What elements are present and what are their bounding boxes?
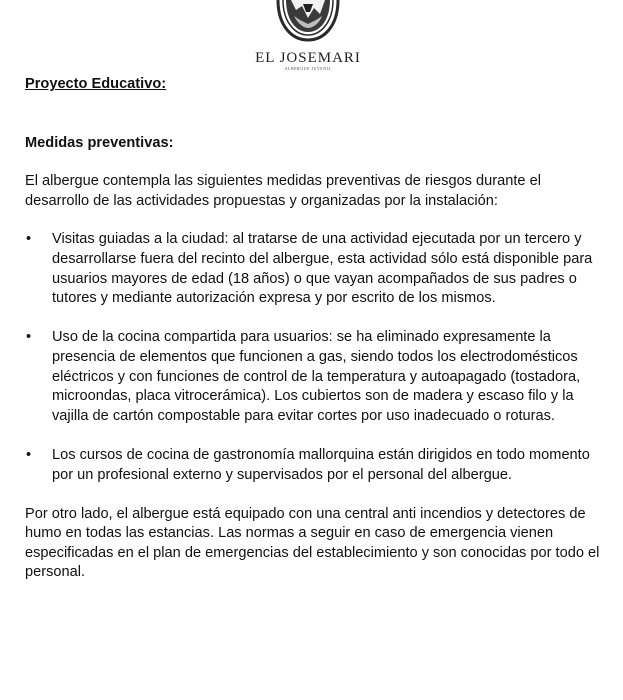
list-item-text: Los cursos de cocina de gastronomía mallorquina están dirigidos en todo momento por un profesional externo y supervisados por el personal del albergue. <box>52 446 590 483</box>
list-item <box>25 446 605 485</box>
list-item-text: Uso de la cocina compartida para usuarios: se ha eliminado expresamente la presencia de elementos que funcionen a gas, siendo todos los electrodomésticos eléctricos y con funciones de control de la temperatura y autoapagado (tostadora, microondas, placa vitrocerámica). Los cubiertos son de madera y escaso filo y la vajilla de cartón compostable para evitar cortes por uso inadecuado o roturas. <box>52 329 581 424</box>
spacer <box>25 95 605 134</box>
list-item <box>25 230 605 308</box>
spacer <box>25 211 605 230</box>
spacer <box>25 153 605 172</box>
list-item-text: Visitas guiadas a la ciudad: al tratarse de una actividad ejecutada por un tercero y desarrollarse fuera del recinto del albergue, esta actividad sólo está disponible para usuarios mayores de edad (18 años) o que vayan acompañados de sus padres o tutores y mediante autorización expresa y por escrito de los mismos. <box>52 231 593 307</box>
logo-subtitle: ALBERGUE JUVENIL <box>284 66 332 71</box>
list-item <box>25 328 605 426</box>
document-title: Proyecto Educativo: <box>25 76 167 92</box>
document-body <box>25 75 605 583</box>
logo <box>250 0 366 72</box>
bullet-icon: • <box>26 329 32 346</box>
bullet-icon: • <box>26 231 32 248</box>
intro-paragraph: El albergue contempla las siguientes medidas preventivas de riesgos durante el desarrollo de las actividades propuestas y organizadas por la instalación: <box>25 173 541 209</box>
bullet-icon: • <box>26 446 32 463</box>
logo-name: EL JOSEMARI <box>255 50 361 66</box>
logo-emblem-icon <box>258 0 358 46</box>
bullet-list <box>25 230 605 485</box>
closing-paragraph: Por otro lado, el albergue está equipado con una central anti incendios y detectores de humo en todas las estancias. Las normas a seguir en caso de emergencia vienen especificadas en el plan de emergencias del establecimiento y son conocidas por todo el personal. <box>25 505 600 581</box>
section-heading: Medidas preventivas: <box>25 134 174 151</box>
